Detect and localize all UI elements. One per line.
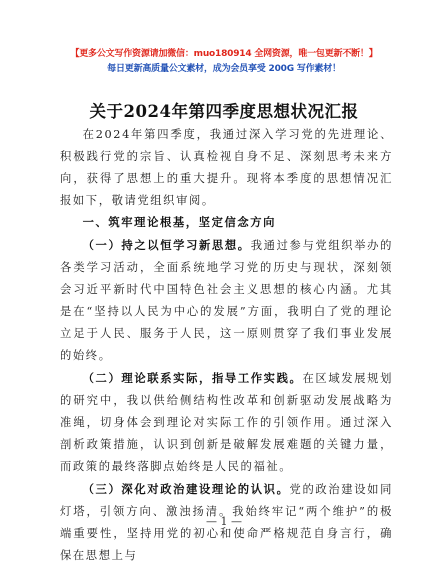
intro-paragraph: 在2024年第四季度，我通过深入学习党的先进理论、积极践行党的宗旨、认真检视自身不足、深刻思考未来方向，获得了思想上的重大提升。现将本季度的思想情况汇报如下，敬请党组织审阅。: [60, 128, 393, 207]
item-1-paragraph: [60, 234, 393, 367]
document-title: 关于2024年第四季度思想状况汇报: [89, 102, 359, 121]
item-3-text: 党的政治建设如同灯塔，引领方向、激浊扬清。我始终牢记“两个维护”的极端重要性，坚持用党的初心和使命严格规范自身言行，确保在思想上与: [60, 483, 393, 562]
promo-banner-line-2: 每日更新高质量公文素材，成为会员享受 200G 写作素材！: [107, 64, 341, 74]
item-2-paragraph: [60, 367, 393, 478]
page-number: — 1 —: [206, 515, 242, 528]
item-1-lead: （一）持之以恒学习新思想。: [82, 238, 251, 252]
item-1-text: 我通过参与党组织举办的各类学习活动，全面系统地学习党的历史与现状，深刻领会习近平新时代中国特色社会主义思想的核心内涵。尤其是在“坚持以人民为中心的发展”方面，我明白了党的理论立足于人民、服务于人民，这一原则贯穿了我们事业发展的始终。: [60, 239, 393, 362]
item-2-lead: （二）理论联系实际，指导工作实践。: [82, 371, 303, 385]
section-heading: 一、筑牢理论根基，坚定信念方向: [82, 216, 277, 229]
document-body: [60, 124, 393, 567]
item-2-text: 在区域发展规划的研究中，我以供给侧结构性改革和创新驱动发展战略为准绳，切身体会到理论对实际工作的引领作用。通过深入剖析政策措施，认识到创新是破解发展难题的关键力量，而政策的最终落脚点始终是人民的福祉。: [60, 372, 394, 473]
item-3-lead: （三）深化对政治建设理论的认识。: [82, 482, 290, 496]
promo-banner-line-1: 【更多公文写作资源请加微信：muo180914 全网资源，唯一包更新不断！】: [70, 49, 378, 59]
